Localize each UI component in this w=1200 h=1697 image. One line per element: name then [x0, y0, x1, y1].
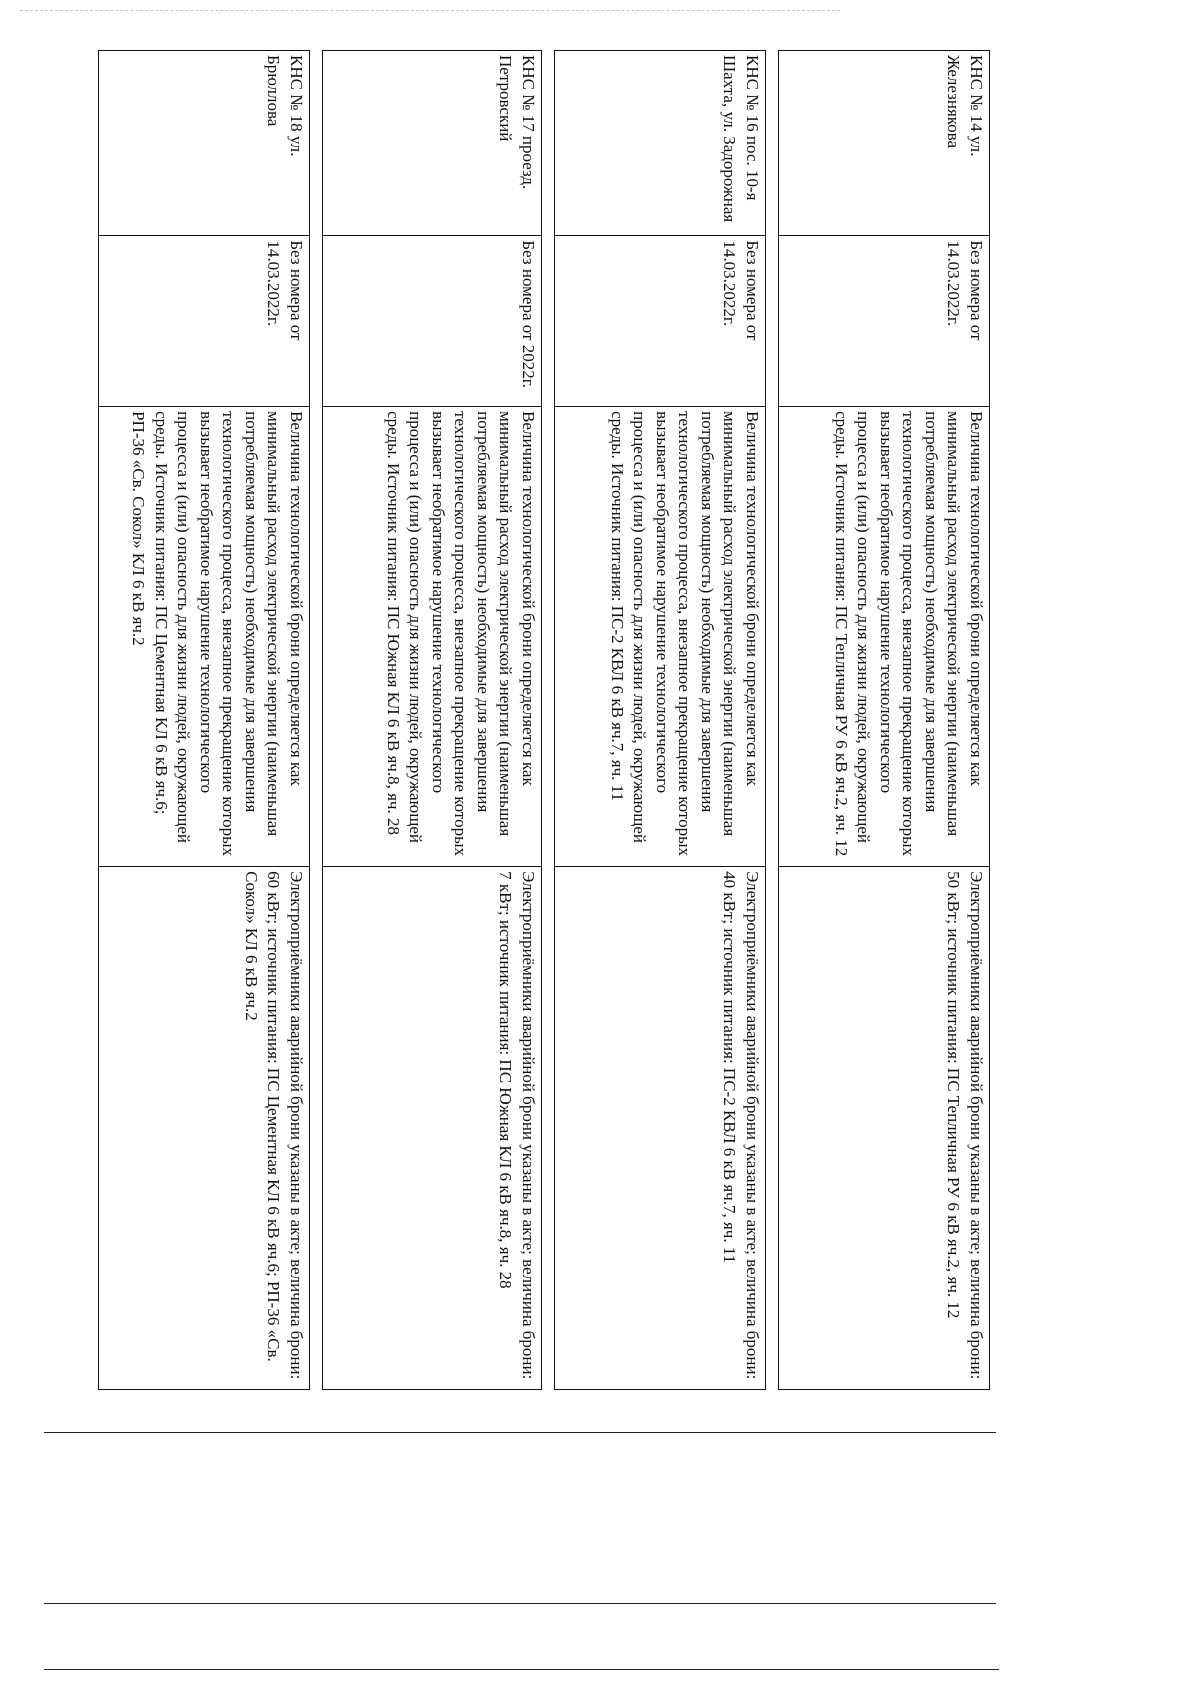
- rotated-table-wrapper: [50, 50, 990, 1390]
- tech-reserve-cell: Величина технологической брони определяется как минимальный расход электрической энергии (наименьшая потребляемая мощность) необходимые для завершения технологического процесса, внезапное прекращение которых вызывает необратимое нарушение технологического процесса и (или) опасность для жизни людей, окружающей среды. Источник питания: ПС Цементная КЛ 6 кВ яч.6; РП-36 «Св. Сокол» КЛ 6 кВ яч.2: [99, 407, 310, 867]
- object-cell: КНС № 16 пос. 10-я Шахта, ул. Задорожная: [555, 51, 766, 236]
- table-row: [323, 51, 542, 1390]
- reserve-table: [98, 50, 990, 1390]
- act-cell: Без номера от 14.03.2022г.: [99, 236, 310, 407]
- act-cell: Без номера от 14.03.2022г.: [555, 236, 766, 407]
- tech-reserve-cell: Величина технологической брони определяется как минимальный расход электрической энергии (наименьшая потребляемая мощность) необходимые для завершения технологического процесса, внезапное прекращение которых вызывает необратимое нарушение технологического процесса и (или) опасность для жизни людей, окружающей среды. Источник питания: ПС-2 КВЛ 6 кВ яч.7, яч. 11: [555, 407, 766, 867]
- row-gap: [310, 51, 323, 1390]
- table-row: [555, 51, 766, 1390]
- act-cell: Без номера от 14.03.2022г.: [779, 236, 990, 407]
- row-gap: [766, 51, 779, 1390]
- divider-line: [44, 1669, 999, 1670]
- act-cell: Без номера от 2022г.: [323, 236, 542, 407]
- divider-line: [44, 1432, 996, 1433]
- tech-reserve-cell: Величина технологической брони определяется как минимальный расход электрической энергии (наименьшая потребляемая мощность) необходимые для завершения технологического процесса, внезапное прекращение которых вызывает необратимое нарушение технологического процесса и (или) опасность для жизни людей, окружающей среды. Источник питания: ПС Южная КЛ 6 кВ яч.8, яч. 28: [323, 407, 542, 867]
- row-gap: [542, 51, 555, 1390]
- divider-line: [44, 1603, 996, 1604]
- scan-edge-line: [20, 10, 840, 11]
- emergency-reserve-cell: Электроприёмники аварийной брони указаны в акте; величина брони: 7 кВт; источник питания: ПС Южная КЛ 6 кВ яч.8, яч. 28: [323, 867, 542, 1390]
- table-row: [779, 51, 990, 1390]
- table-row: [99, 51, 310, 1390]
- object-cell: КНС № 14 ул. Железнякова: [779, 51, 990, 236]
- object-cell: КНС № 18 ул. Брюллова: [99, 51, 310, 236]
- emergency-reserve-cell: Электроприёмники аварийной брони указаны в акте; величина брони: 60 кВт; источник питания: ПС Цементная КЛ 6 кВ яч.6; РП-36 «Св. Сокол» КЛ 6 кВ яч.2: [99, 867, 310, 1390]
- object-cell: КНС № 17 проезд. Петровский: [323, 51, 542, 236]
- tech-reserve-cell: Величина технологической брони определяется как минимальный расход электрической энергии (наименьшая потребляемая мощность) необходимые для завершения технологического процесса, внезапное прекращение которых вызывает необратимое нарушение технологического процесса и (или) опасность для жизни людей, окружающей среды. Источник питания: ПС Тепличная РУ 6 кВ яч.2, яч. 12: [779, 407, 990, 867]
- emergency-reserve-cell: Электроприёмники аварийной брони указаны в акте; величина брони: 40 кВт; источник питания: ПС-2 КВЛ 6 кВ яч.7, яч. 11: [555, 867, 766, 1390]
- emergency-reserve-cell: Электроприёмники аварийной брони указаны в акте; величина брони: 50 кВт; источник питания: ПС Тепличная РУ 6 кВ яч.2, яч. 12: [779, 867, 990, 1390]
